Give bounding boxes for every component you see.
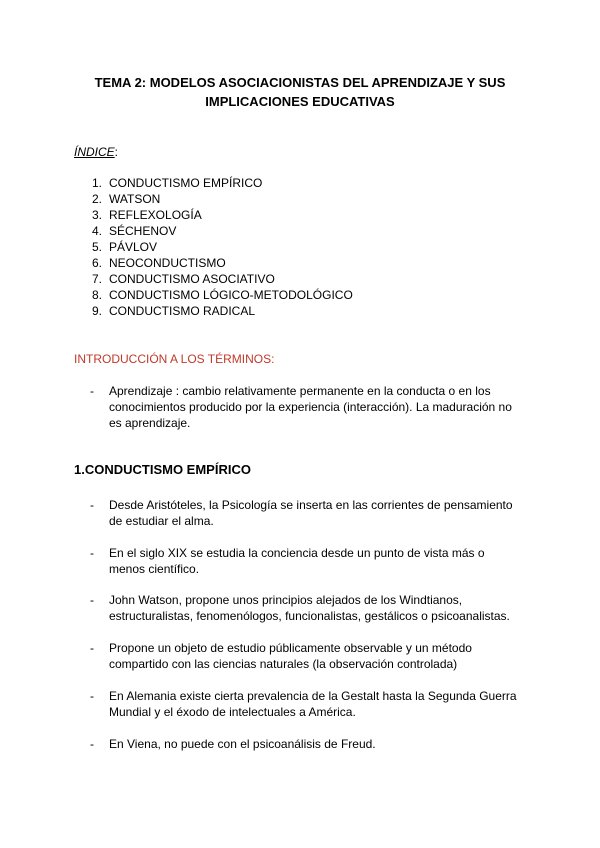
bullet-text: En el siglo XIX se estudia la conciencia desde un punto de vista más o menos científico. [109, 546, 485, 576]
bullet-text: En Viena, no puede con el psicoanálisis de Freud. [109, 737, 376, 751]
index-item [92, 191, 353, 207]
index-item-text: PÁVLOV [109, 240, 158, 254]
index-item-text: NEOCONDUCTISMO [109, 256, 226, 270]
index-item-text: CONDUCTISMO ASOCIATIVO [109, 272, 275, 286]
index-item-number: 3. [92, 208, 103, 222]
index-label-suffix: : [114, 145, 119, 159]
index-item [92, 239, 353, 255]
title-line-1: TEMA 2: MODELOS ASOCIACIONISTAS DEL APRENDIZAJE Y SUS [94, 75, 506, 90]
bullet-dash: - [90, 641, 94, 655]
bullet-text: En Alemania existe cierta prevalencia de la Gestalt hasta la Segunda Guerra Mundial y el éxodo de intelectuales a América. [109, 689, 517, 719]
index-label: ÍNDICE [74, 145, 115, 159]
bullet-dash: - [90, 689, 94, 703]
bullet-dash: - [90, 546, 94, 560]
index-item-text: CONDUCTISMO EMPÍRICO [109, 176, 263, 190]
index-item [92, 207, 353, 223]
title-line-2: IMPLICACIONES EDUCATIVAS [205, 94, 395, 109]
section-heading: 1.CONDUCTISMO EMPÍRICO [74, 462, 251, 477]
bullet-text: John Watson, propone unos principios alejados de los Windtianos, estructuralistas, fenomenólogos, funcionalistas, gestálicos o psicoanalistas. [109, 593, 510, 623]
index-item-number: 6. [92, 256, 103, 270]
index-item-text: CONDUCTISMO LÓGICO-METODOLÓGICO [109, 288, 353, 302]
index-item-text: REFLEXOLOGÍA [109, 208, 202, 222]
index-item-number: 1. [92, 176, 103, 190]
document-title [60, 73, 540, 111]
index-item [92, 175, 353, 191]
index-item-text: CONDUCTISMO RADICAL [109, 304, 256, 318]
bullet-dash: - [90, 737, 94, 751]
index-item [92, 287, 353, 303]
section-bullet [90, 688, 520, 720]
bullet-dash: - [90, 384, 94, 398]
index-heading [74, 144, 118, 160]
index-item-number: 4. [92, 224, 103, 238]
index-item-number: 9. [92, 304, 103, 318]
index-item-text: SÉCHENOV [109, 224, 177, 238]
section-bullet [90, 736, 520, 752]
index-item-number: 7. [92, 272, 103, 286]
section-bullet [90, 545, 520, 577]
index-item [92, 223, 353, 239]
bullet-dash: - [90, 498, 94, 512]
intro-heading: INTRODUCCIÓN A LOS TÉRMINOS: [74, 352, 275, 366]
intro-bullet [90, 383, 520, 431]
index-list [92, 175, 353, 319]
bullet-text: Aprendizaje : cambio relativamente permanente en la conducta o en los conocimientos producido por la experiencia (interacción). La maduración no es aprendizaje. [109, 384, 512, 430]
index-item-number: 2. [92, 192, 103, 206]
section-bullet [90, 592, 520, 624]
bullet-text: Desde Aristóteles, la Psicología se inserta en las corrientes de pensamiento de estudiar el alma. [109, 498, 513, 528]
bullet-dash: - [90, 593, 94, 607]
section-bullet [90, 497, 520, 529]
index-item-number: 5. [92, 240, 103, 254]
index-item-number: 8. [92, 288, 103, 302]
section-bullet [90, 640, 520, 672]
index-item [92, 303, 353, 319]
index-item [92, 255, 353, 271]
index-item-text: WATSON [109, 192, 161, 206]
index-item [92, 271, 353, 287]
bullet-text: Propone un objeto de estudio públicamente observable y un método compartido con las ciencias naturales (la observación controlada) [109, 641, 472, 671]
